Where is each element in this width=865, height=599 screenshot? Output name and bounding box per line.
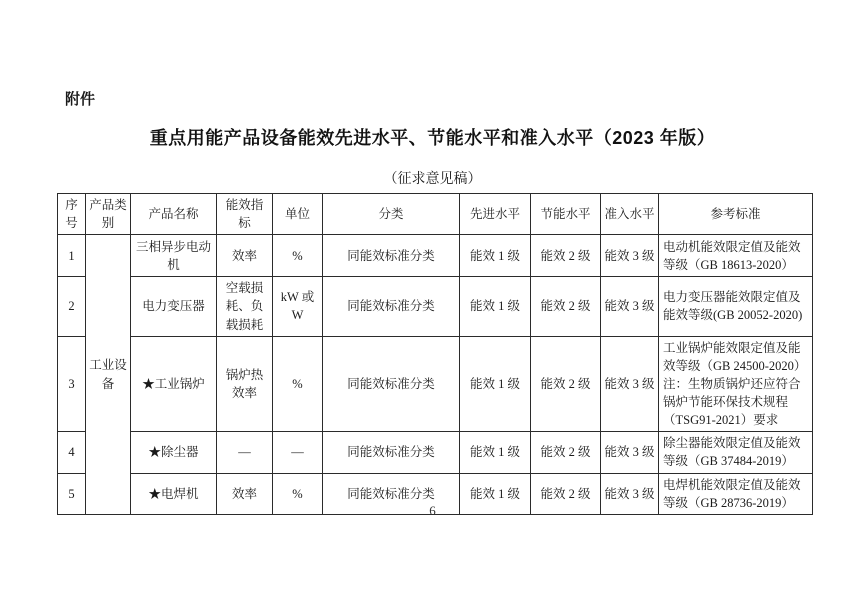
cell-product-name: 三相异步电动机	[131, 235, 217, 277]
cell-indicator: 锅炉热效率	[217, 336, 273, 432]
cell-product-name: ★电焊机	[131, 473, 217, 514]
cell-saving-level: 能效 2 级	[531, 277, 601, 336]
page-number: 6	[429, 503, 436, 518]
header-name: 产品名称	[131, 194, 217, 235]
document-title: 重点用能产品设备能效先进水平、节能水平和准入水平（2023 年版）	[149, 128, 716, 148]
header-no: 序号	[58, 194, 86, 235]
cell-saving-level: 能效 2 级	[531, 336, 601, 432]
cell-reference-standard: 电焊机能效限定值及能效等级（GB 28736-2019）	[659, 473, 813, 514]
cell-unit: kW 或 W	[273, 277, 323, 336]
cell-classification: 同能效标准分类	[323, 473, 460, 514]
cell-unit: —	[273, 432, 323, 473]
cell-no: 1	[58, 235, 86, 277]
cell-product-name: ★除尘器	[131, 432, 217, 473]
header-entry: 准入水平	[601, 194, 659, 235]
cell-advanced-level: 能效 1 级	[460, 336, 531, 432]
cell-entry-level: 能效 3 级	[601, 432, 659, 473]
cell-advanced-level: 能效 1 级	[460, 473, 531, 514]
cell-unit: %	[273, 336, 323, 432]
cell-advanced-level: 能效 1 级	[460, 235, 531, 277]
cell-unit: %	[273, 473, 323, 514]
table-header-row	[58, 194, 813, 235]
table-row	[58, 336, 813, 432]
table-row	[58, 235, 813, 277]
cell-product-name: ★工业锅炉	[131, 336, 217, 432]
table-row	[58, 277, 813, 336]
cell-no: 3	[58, 336, 86, 432]
cell-reference-standard: 除尘器能效限定值及能效等级（GB 37484-2019）	[659, 432, 813, 473]
cell-classification: 同能效标准分类	[323, 432, 460, 473]
cell-advanced-level: 能效 1 级	[460, 277, 531, 336]
cell-unit: %	[273, 235, 323, 277]
cell-saving-level: 能效 2 级	[531, 432, 601, 473]
header-indicator: 能效指标	[217, 194, 273, 235]
cell-indicator: 空载损耗、负载损耗	[217, 277, 273, 336]
cell-classification: 同能效标准分类	[323, 336, 460, 432]
cell-reference-standard: 电力变压器能效限定值及能效等级(GB 20052-2020)	[659, 277, 813, 336]
header-saving: 节能水平	[531, 194, 601, 235]
header-unit: 单位	[273, 194, 323, 235]
energy-efficiency-table	[57, 193, 813, 515]
cell-classification: 同能效标准分类	[323, 235, 460, 277]
document-subtitle: （征求意见稿）	[383, 172, 482, 187]
cell-saving-level: 能效 2 级	[531, 473, 601, 514]
cell-indicator: —	[217, 432, 273, 473]
header-category: 产品类别	[86, 194, 131, 235]
cell-entry-level: 能效 3 级	[601, 235, 659, 277]
header-classification: 分类	[323, 194, 460, 235]
cell-reference-standard: 电动机能效限定值及能效等级（GB 18613-2020）	[659, 235, 813, 277]
table-row	[58, 432, 813, 473]
cell-no: 5	[58, 473, 86, 514]
header-advanced: 先进水平	[460, 194, 531, 235]
cell-indicator: 效率	[217, 235, 273, 277]
cell-entry-level: 能效 3 级	[601, 277, 659, 336]
cell-no: 4	[58, 432, 86, 473]
cell-indicator: 效率	[217, 473, 273, 514]
cell-saving-level: 能效 2 级	[531, 235, 601, 277]
header-standard: 参考标准	[659, 194, 813, 235]
cell-no: 2	[58, 277, 86, 336]
cell-advanced-level: 能效 1 级	[460, 432, 531, 473]
cell-category-group: 工业设备	[86, 235, 131, 515]
cell-reference-standard: 工业锅炉能效限定值及能效等级（GB 24500-2020）注：生物质锅炉还应符合锅炉节能环保技术规程（TSG91-2021）要求	[659, 336, 813, 432]
cell-product-name: 电力变压器	[131, 277, 217, 336]
cell-entry-level: 能效 3 级	[601, 473, 659, 514]
attachment-label: 附件	[65, 91, 96, 108]
cell-entry-level: 能效 3 级	[601, 336, 659, 432]
cell-classification: 同能效标准分类	[323, 277, 460, 336]
